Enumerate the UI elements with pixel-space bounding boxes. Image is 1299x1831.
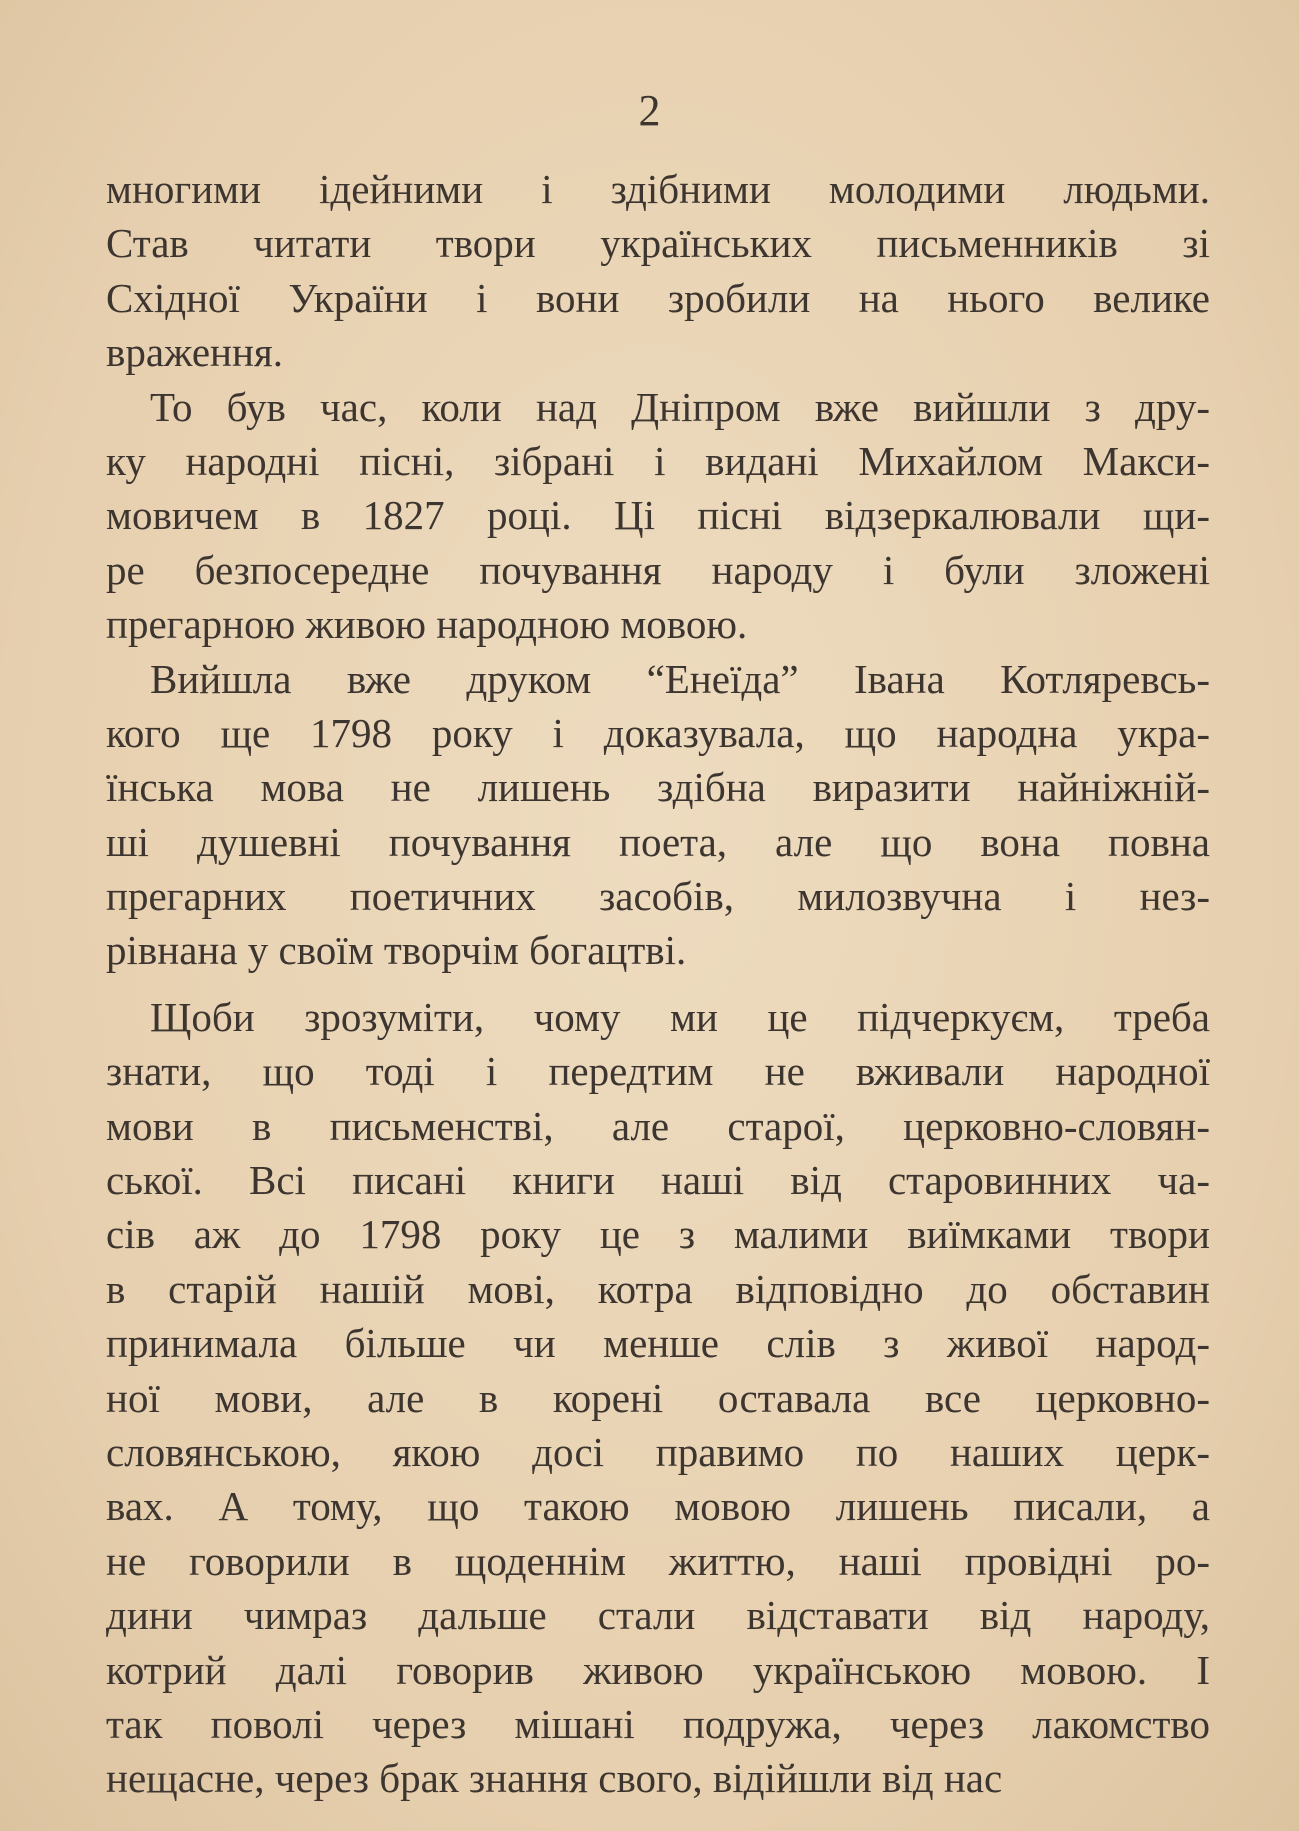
text-line: нещасне, через брак знання свого, відійшли від нас xyxy=(106,1755,1003,1802)
text-line: Став читати твори українських письменників зі xyxy=(106,220,1210,267)
text-line: котрий далі говорив живою українською мовою. І xyxy=(106,1646,1210,1693)
text-line: ку народні пісні, зібрані і видані Михайлом Макси- xyxy=(106,437,1210,484)
text-line: ної мови, але в корені оставала все церковно- xyxy=(106,1374,1210,1421)
text-line: Східної України і вони зробили на нього велике xyxy=(106,274,1210,321)
text-line: їнська мова не лишень здібна виразити найніжній- xyxy=(106,764,1210,811)
text-line: знати, що тоді і передтим не вживали народної xyxy=(106,1048,1210,1095)
text-line: так поволі через мішані подружа, через лакомство xyxy=(106,1700,1210,1747)
text-line: принимала більше чи менше слів з живої народ- xyxy=(106,1320,1210,1367)
text-line: рівнана у своїм творчім богацтві. xyxy=(106,927,687,974)
text-line: ської. Всі писані книги наші від старовинних ча- xyxy=(106,1157,1210,1204)
text-line: ре безпосередне почування народу і були зложені xyxy=(106,546,1210,593)
text-line: Вийшла вже друком “Енеїда” Івана Котляревсь- xyxy=(150,655,1210,702)
text-line: мови в письменстві, але старої, церковно-словян- xyxy=(106,1102,1210,1149)
text-line: То був час, коли над Дніпром вже вийшли з дру- xyxy=(150,383,1210,430)
text-line: не говорили в щоденнім життю, наші провідні ро- xyxy=(106,1537,1210,1584)
page-number: 2 xyxy=(638,86,661,135)
text-line: мовичем в 1827 році. Ці пісні відзеркалювали щи- xyxy=(106,492,1210,539)
text-line: многими ідейними і здібними молодими людьми. xyxy=(106,166,1210,212)
text-line: прегарних поетичних засобів, милозвучна і нез- xyxy=(106,873,1210,920)
text-line: вах. А тому, що такою мовою лишень писали, а xyxy=(106,1483,1210,1530)
paragraph-gap xyxy=(106,978,1210,990)
text-line: ші душевні почування поета, але що вона повна xyxy=(106,818,1210,865)
text-line: враження. xyxy=(106,329,284,376)
body-text xyxy=(106,162,1210,1806)
text-line: дини чимраз дальше стали відставати від народу, xyxy=(106,1592,1210,1639)
text-line: в старій нашій мові, котра відповідно до обставин xyxy=(106,1265,1210,1312)
text-line: Щоби зрозуміти, чому ми це підчеркуєм, треба xyxy=(150,993,1210,1040)
text-line: прегарною живою народною мовою. xyxy=(106,601,748,648)
text-line: словянською, якою досі правимо по наших церк- xyxy=(106,1428,1210,1475)
text-line: кого ще 1798 року і доказувала, що народна укра- xyxy=(106,709,1210,756)
text-line: сів аж до 1798 року це з малими виїмками твори xyxy=(106,1211,1210,1258)
